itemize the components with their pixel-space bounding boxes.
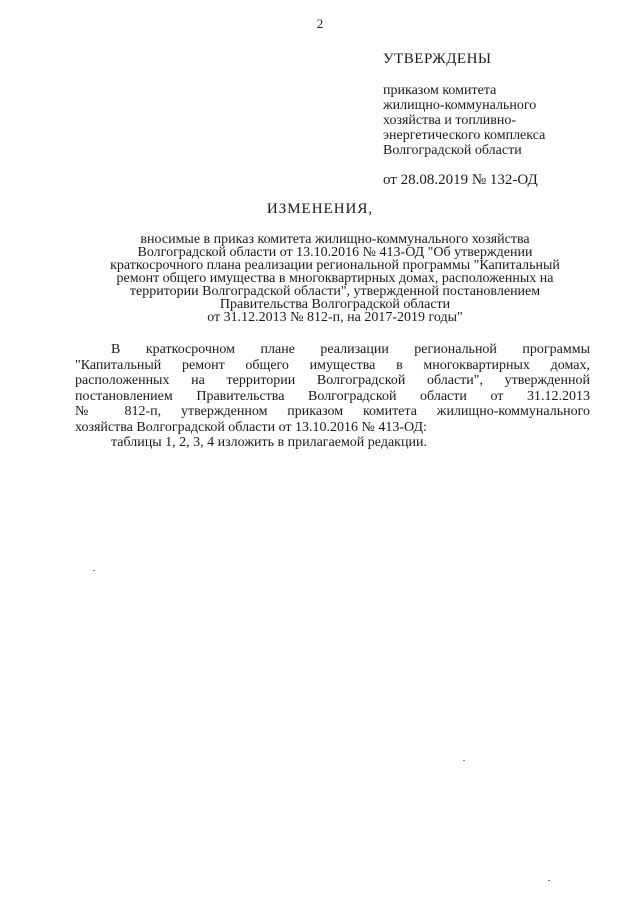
scan-speck	[93, 570, 95, 571]
approval-line: Волгоградской области	[383, 143, 522, 158]
subtitle-line: территории Волгоградской области", утвержденной постановлением	[129, 284, 541, 299]
subtitle-line: от 31.12.2013 № 812-п, на 2017-2019 годы"	[207, 310, 463, 325]
subtitle-line: краткосрочного плана реализации региональной программы "Капитальный	[110, 258, 560, 273]
subtitle-line: ремонт общего имущества в многоквартирных домах, расположенных на	[116, 271, 554, 286]
body-paragraph-2: таблицы 1, 2, 3, 4 изложить в прилагаемой редакции.	[111, 435, 427, 450]
scan-speck	[548, 880, 550, 881]
subtitle-line: Волгоградской области от 13.10.2016 № 413-ОД "Об утверждении	[137, 245, 533, 260]
body-line: № 812-п, утвержденном приказом комитета жилищно-коммунального	[75, 404, 590, 419]
approval-block	[383, 52, 613, 188]
document-title: ИЗМЕНЕНИЯ,	[266, 201, 374, 217]
body-line: хозяйства Волгоградской области от 13.10.2016 № 413-ОД:	[75, 419, 427, 435]
subtitle-line: Правительства Волгоградской области	[219, 297, 451, 312]
body-line: постановлением Правительства Волгоградской области от 31.12.2013	[75, 388, 590, 404]
body-line: В краткосрочном плане реализации региональной программы	[111, 342, 590, 357]
approval-order-line: от 28.08.2019 № 132-ОД	[383, 172, 538, 188]
approval-line: энергетического комплекса	[383, 128, 546, 143]
page-number: 2	[316, 16, 324, 31]
body-paragraph-1	[75, 342, 590, 435]
approval-line: приказом комитета	[383, 83, 497, 98]
approval-line: жилищно-коммунального	[383, 98, 537, 113]
approval-line: хозяйства и топливно-	[383, 113, 517, 128]
body-line: "Капитальный ремонт общего имущества в многоквартирных домах,	[75, 357, 590, 373]
body-line: расположенных на территории Волгоградской области", утвержденной	[75, 373, 590, 388]
document-subtitle	[70, 233, 600, 324]
subtitle-line: вносимые в приказ комитета жилищно-коммунального хозяйства	[140, 232, 530, 247]
scan-speck	[463, 760, 465, 761]
document-body	[75, 342, 590, 451]
approval-heading: УТВЕРЖДЕНЫ	[383, 51, 492, 67]
